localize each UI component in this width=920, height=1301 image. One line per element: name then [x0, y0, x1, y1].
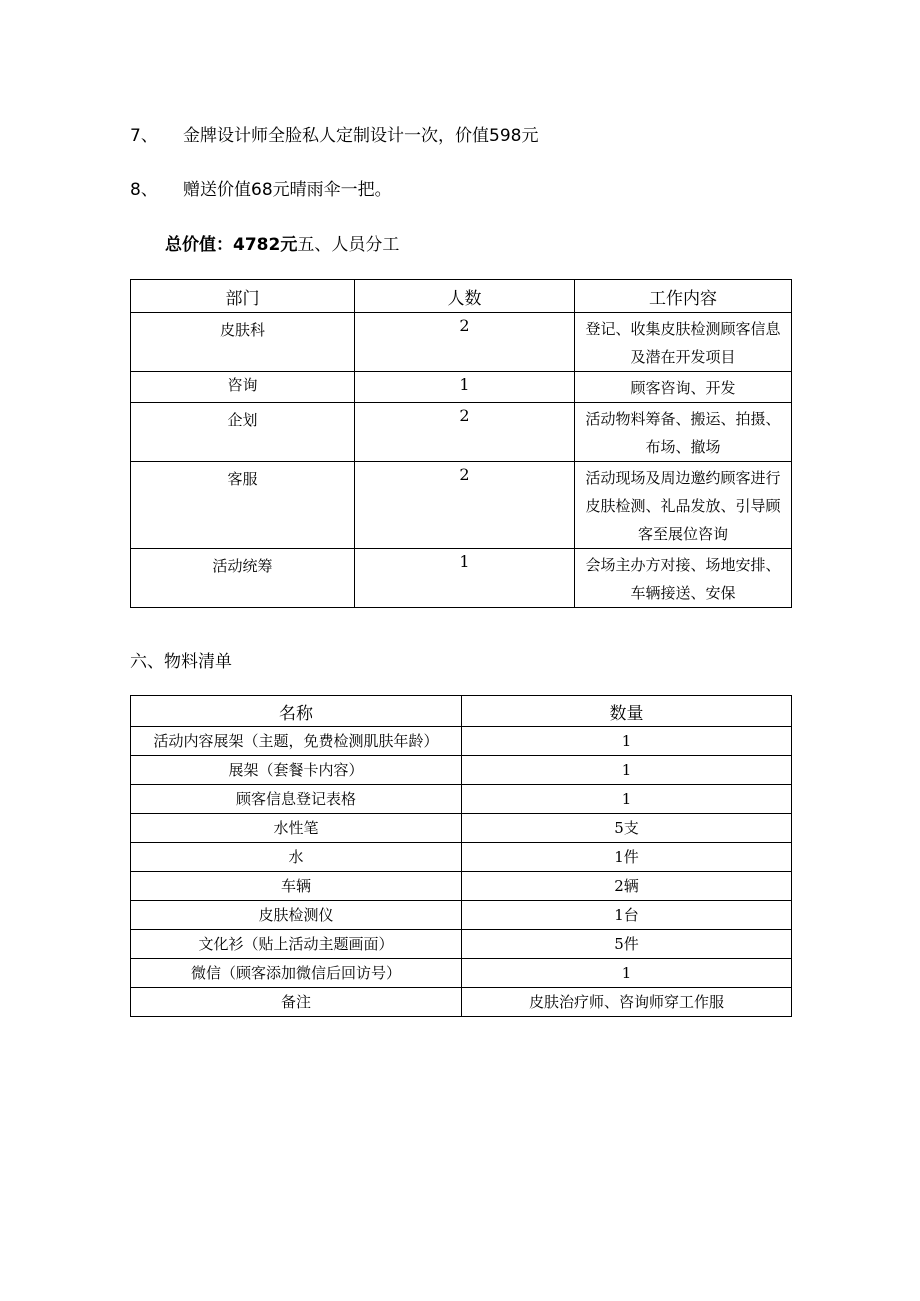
dept-cell: 皮肤科 — [131, 313, 355, 372]
work-cell: 会场主办方对接、场地安排、车辆接送、安保 — [575, 549, 792, 608]
table-row — [131, 372, 792, 403]
name-cell: 备注 — [131, 988, 462, 1017]
count-cell: 1 — [355, 372, 575, 403]
name-cell: 皮肤检测仪 — [131, 901, 462, 930]
table-row — [131, 756, 792, 785]
dept-cell: 企划 — [131, 403, 355, 462]
table-row — [131, 403, 792, 462]
materials-table — [130, 695, 792, 1017]
work-cell: 活动现场及周边邀约顾客进行皮肤检测、礼品发放、引导顾客至展位咨询 — [575, 462, 792, 549]
dept-cell: 客服 — [131, 462, 355, 549]
table-header-row — [131, 696, 792, 727]
column-header-work: 工作内容 — [575, 280, 792, 313]
table-row — [131, 843, 792, 872]
qty-cell: 皮肤治疗师、咨询师穿工作服 — [462, 988, 792, 1017]
name-cell: 活动内容展架（主题，免费检测肌肤年龄） — [131, 727, 462, 756]
qty-cell: 1 — [462, 756, 792, 785]
dept-cell: 活动统筹 — [131, 549, 355, 608]
count-cell: 2 — [355, 403, 575, 462]
section-heading-staff: 五、人员分工 — [297, 235, 400, 255]
qty-cell: 1台 — [462, 901, 792, 930]
name-cell: 水性笔 — [131, 814, 462, 843]
table-row — [131, 727, 792, 756]
total-value: 总价值：4782元 — [165, 235, 298, 255]
work-cell: 活动物料筹备、搬运、拍摄、布场、撤场 — [575, 403, 792, 462]
table-row — [131, 901, 792, 930]
name-cell: 车辆 — [131, 872, 462, 901]
list-item-text: 赠送价值68元晴雨伞一把。 — [183, 180, 392, 200]
dept-cell: 咨询 — [131, 372, 355, 403]
list-item-text: 金牌设计师全脸私人定制设计一次，价值598元 — [183, 126, 539, 146]
total-line — [165, 233, 399, 257]
qty-cell: 1 — [462, 727, 792, 756]
table-row — [131, 872, 792, 901]
qty-cell: 1 — [462, 785, 792, 814]
name-cell: 顾客信息登记表格 — [131, 785, 462, 814]
table-header-row — [131, 280, 792, 313]
name-cell: 展架（套餐卡内容） — [131, 756, 462, 785]
table-row — [131, 814, 792, 843]
table-row — [131, 785, 792, 814]
section-heading-materials: 六、物料清单 — [130, 652, 232, 672]
column-header-count: 人数 — [355, 280, 575, 313]
qty-cell: 5支 — [462, 814, 792, 843]
qty-cell: 5件 — [462, 930, 792, 959]
table-row — [131, 930, 792, 959]
count-cell: 1 — [355, 549, 575, 608]
table-row — [131, 462, 792, 549]
name-cell: 文化衫（贴上活动主题画面） — [131, 930, 462, 959]
qty-cell: 1件 — [462, 843, 792, 872]
list-item-number: 7、 — [130, 126, 158, 146]
count-cell: 2 — [355, 462, 575, 549]
table-row — [131, 549, 792, 608]
table-row — [131, 313, 792, 372]
column-header-dept: 部门 — [131, 280, 355, 313]
column-header-name: 名称 — [131, 696, 462, 727]
count-cell: 2 — [355, 313, 575, 372]
work-cell: 顾客咨询、开发 — [575, 372, 792, 403]
qty-cell: 2辆 — [462, 872, 792, 901]
qty-cell: 1 — [462, 959, 792, 988]
list-item-number: 8、 — [130, 180, 158, 200]
work-cell: 登记、收集皮肤检测顾客信息及潜在开发项目 — [575, 313, 792, 372]
column-header-qty: 数量 — [462, 696, 792, 727]
name-cell: 微信（顾客添加微信后回访号） — [131, 959, 462, 988]
table-row — [131, 959, 792, 988]
table-row — [131, 988, 792, 1017]
name-cell: 水 — [131, 843, 462, 872]
staff-table — [130, 279, 792, 608]
